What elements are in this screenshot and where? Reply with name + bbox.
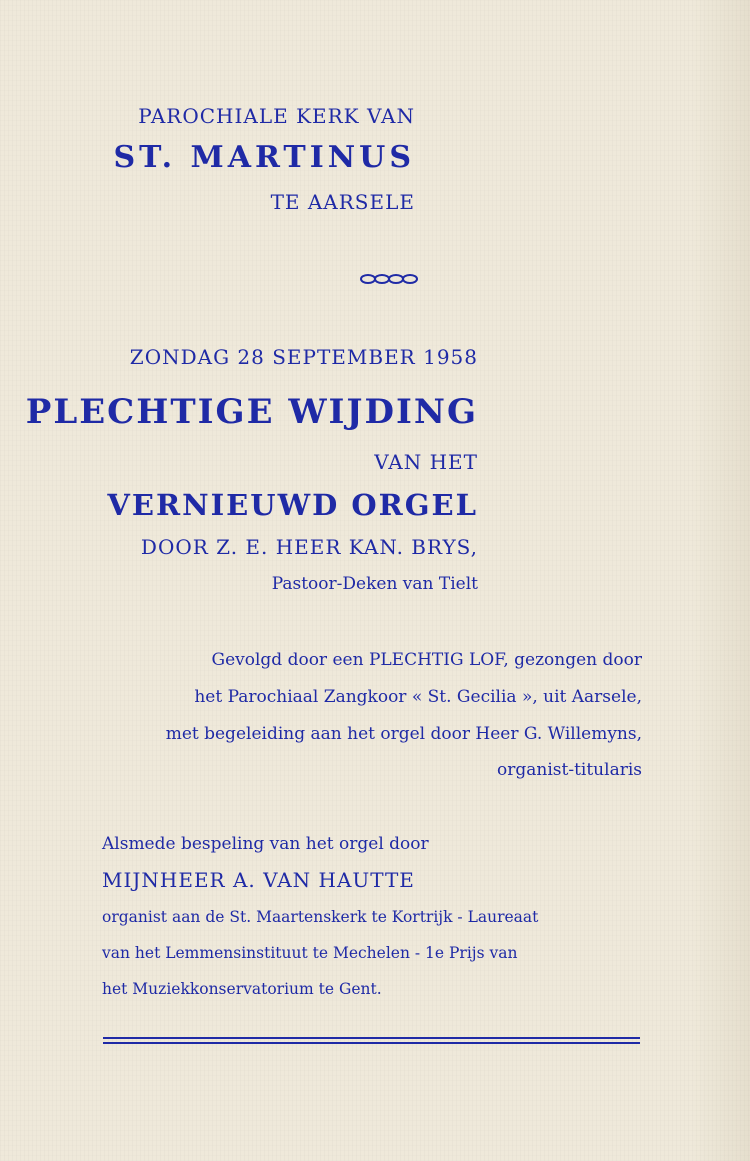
paragraph2-line: het Muziekkonservatorium te Gent.	[102, 980, 382, 998]
paragraph1-line: met begeleiding aan het orgel door Heer G. Willemyns,	[165, 724, 642, 744]
event-date: ZONDAG 28 SEPTEMBER 1958	[129, 345, 478, 369]
paragraph2-line: organist aan de St. Maartenskerk te Kortrijk - Laureaat	[102, 908, 539, 926]
ornament-chain-icon	[360, 272, 420, 286]
event-subject: VERNIEUWD ORGEL	[107, 488, 478, 522]
church-name-line: PAROCHIALE KERK VAN	[138, 104, 415, 128]
church-location: TE AARSELE	[270, 190, 415, 214]
event-title: PLECHTIGE WIJDING	[25, 392, 478, 432]
event-officiant: DOOR Z. E. HEER KAN. BRYS,	[140, 535, 478, 559]
event-connector: VAN HET	[374, 450, 478, 474]
event-officiant-role: Pastoor-Deken van Tielt	[271, 574, 478, 594]
paragraph1-line: het Parochiaal Zangkoor « St. Gecilia », uit Aarsele,	[194, 687, 642, 707]
paragraph1-line: Gevolgd door een PLECHTIG LOF, gezongen door	[211, 650, 642, 670]
paragraph2-line: Alsmede bespeling van het orgel door	[102, 834, 429, 854]
footer-rule	[103, 1037, 640, 1049]
paragraph1-line: organist-titularis	[497, 760, 642, 780]
church-saint-name: ST. MARTINUS	[113, 140, 415, 175]
organist-name: MIJNHEER A. VAN HAUTTE	[102, 868, 415, 892]
paper-edge-shade	[690, 0, 750, 1161]
paragraph2-line: van het Lemmensinstituut te Mechelen - 1e Prijs van	[102, 944, 518, 962]
